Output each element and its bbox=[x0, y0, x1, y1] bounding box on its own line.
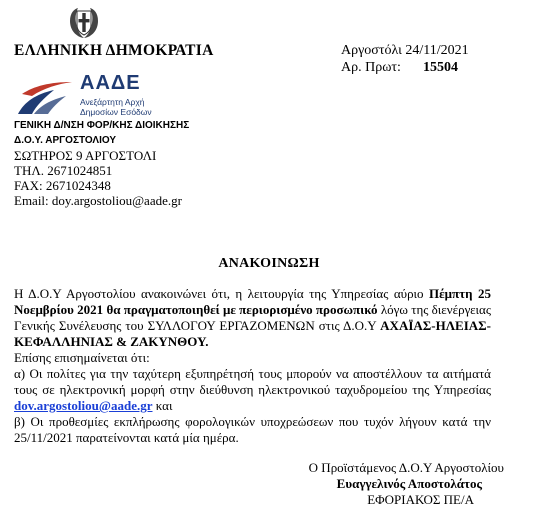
announcement-paragraph-3 bbox=[14, 366, 491, 414]
republic-title: ΕΛΛΗΝΙΚΗ ΔΗΜΟΚΡΑΤΙΑ bbox=[14, 42, 214, 59]
signature-name: Ευαγγελινός Αποστολάτος bbox=[336, 476, 482, 491]
aade-logo-icon bbox=[14, 74, 76, 118]
p3-end-text: και bbox=[152, 398, 173, 413]
greek-emblem-icon bbox=[64, 3, 104, 41]
aade-logo-subtitle-1: Ανεξάρτητη Αρχή bbox=[80, 97, 145, 107]
sender-fax: FAX: 2671024348 bbox=[14, 178, 111, 193]
announcement-paragraph-1 bbox=[14, 286, 491, 350]
p1-text: Η Δ.Ο.Υ Αργοστολίου ανακοινώνει ότι, η λειτουργία της Υπηρεσίας αύριο bbox=[14, 286, 430, 301]
sender-department: ΓΕΝΙΚΗ Δ/ΝΣΗ ΦΟΡ/ΚΗΣ ΔΙΟΙΚΗΣΗΣ bbox=[14, 120, 190, 131]
email-link[interactable]: dov.argostoliou@aade.gr bbox=[14, 398, 153, 413]
announcement-paragraph-2: Επίσης επισημαίνεται ότι: bbox=[14, 350, 150, 365]
aade-logo-title: ΑΑΔΕ bbox=[80, 72, 141, 94]
protocol-row bbox=[341, 60, 458, 76]
p3-text: α) Οι πολίτες για την ταχύτερη εξυπηρέτησή τους μπορούν να αποστέλλουν τα αιτήματά τους σε ηλεκτρονική μορφή στην διεύθυνση ηλεκτρονικού ταχυδρομείου της Υπηρεσίας bbox=[14, 366, 491, 397]
signature-rank: ΕΦΟΡΙΑΚΟΣ ΠΕ/Α bbox=[367, 492, 474, 507]
sender-email: Email: doy.argostoliou@aade.gr bbox=[14, 193, 182, 208]
p1-bold-text-2: ΑΧΑΪΑΣ-ΗΛΕΙΑΣ-ΚΕΦΑΛΛΗΝΙΑΣ & ΖΑΚΥΝΘΟΥ. bbox=[14, 318, 491, 349]
announcement-body bbox=[14, 286, 491, 446]
sender-office: Δ.Ο.Υ. ΑΡΓΟΣΤΟΛΙΟΥ bbox=[14, 135, 117, 146]
sender-address: ΣΩΤΗΡΟΣ 9 ΑΡΓΟΣΤΟΛΙ bbox=[14, 148, 157, 163]
sender-phone: ΤΗΛ. 2671024851 bbox=[14, 163, 113, 178]
document-date: Αργοστόλι 24/11/2021 bbox=[341, 43, 469, 58]
p1-bold-text: Πέμπτη 25 Νοεμβρίου 2021 θα πραγματοποιηθεί με περιορισμένο προσωπικό bbox=[14, 286, 491, 317]
protocol-number: 15504 bbox=[422, 60, 458, 75]
signature-title: Ο Προϊστάμενος Δ.Ο.Υ Αργοστολίου bbox=[308, 460, 504, 475]
protocol-label: Αρ. Πρωτ: bbox=[341, 60, 401, 75]
announcement-paragraph-4: β) Οι προθεσμίες εκπλήρωσης φορολογικών υποχρεώσεων που τυχόν λήγουν κατά την 25/11/2021 παρατείνονται κατά μία ημέρα. bbox=[14, 414, 491, 445]
aade-logo-subtitle-2: Δημοσίων Εσόδων bbox=[80, 107, 152, 117]
p1-mid-text: λόγω της διενέργειας Γενικής Συνέλευσης του ΣΥΛΛΟΓΟΥ ΕΡΓΑΖΟΜΕΝΩΝ στις Δ.Ο.Υ bbox=[14, 302, 492, 333]
announcement-title: ΑΝΑΚΟΙΝΩΣΗ bbox=[218, 256, 320, 271]
